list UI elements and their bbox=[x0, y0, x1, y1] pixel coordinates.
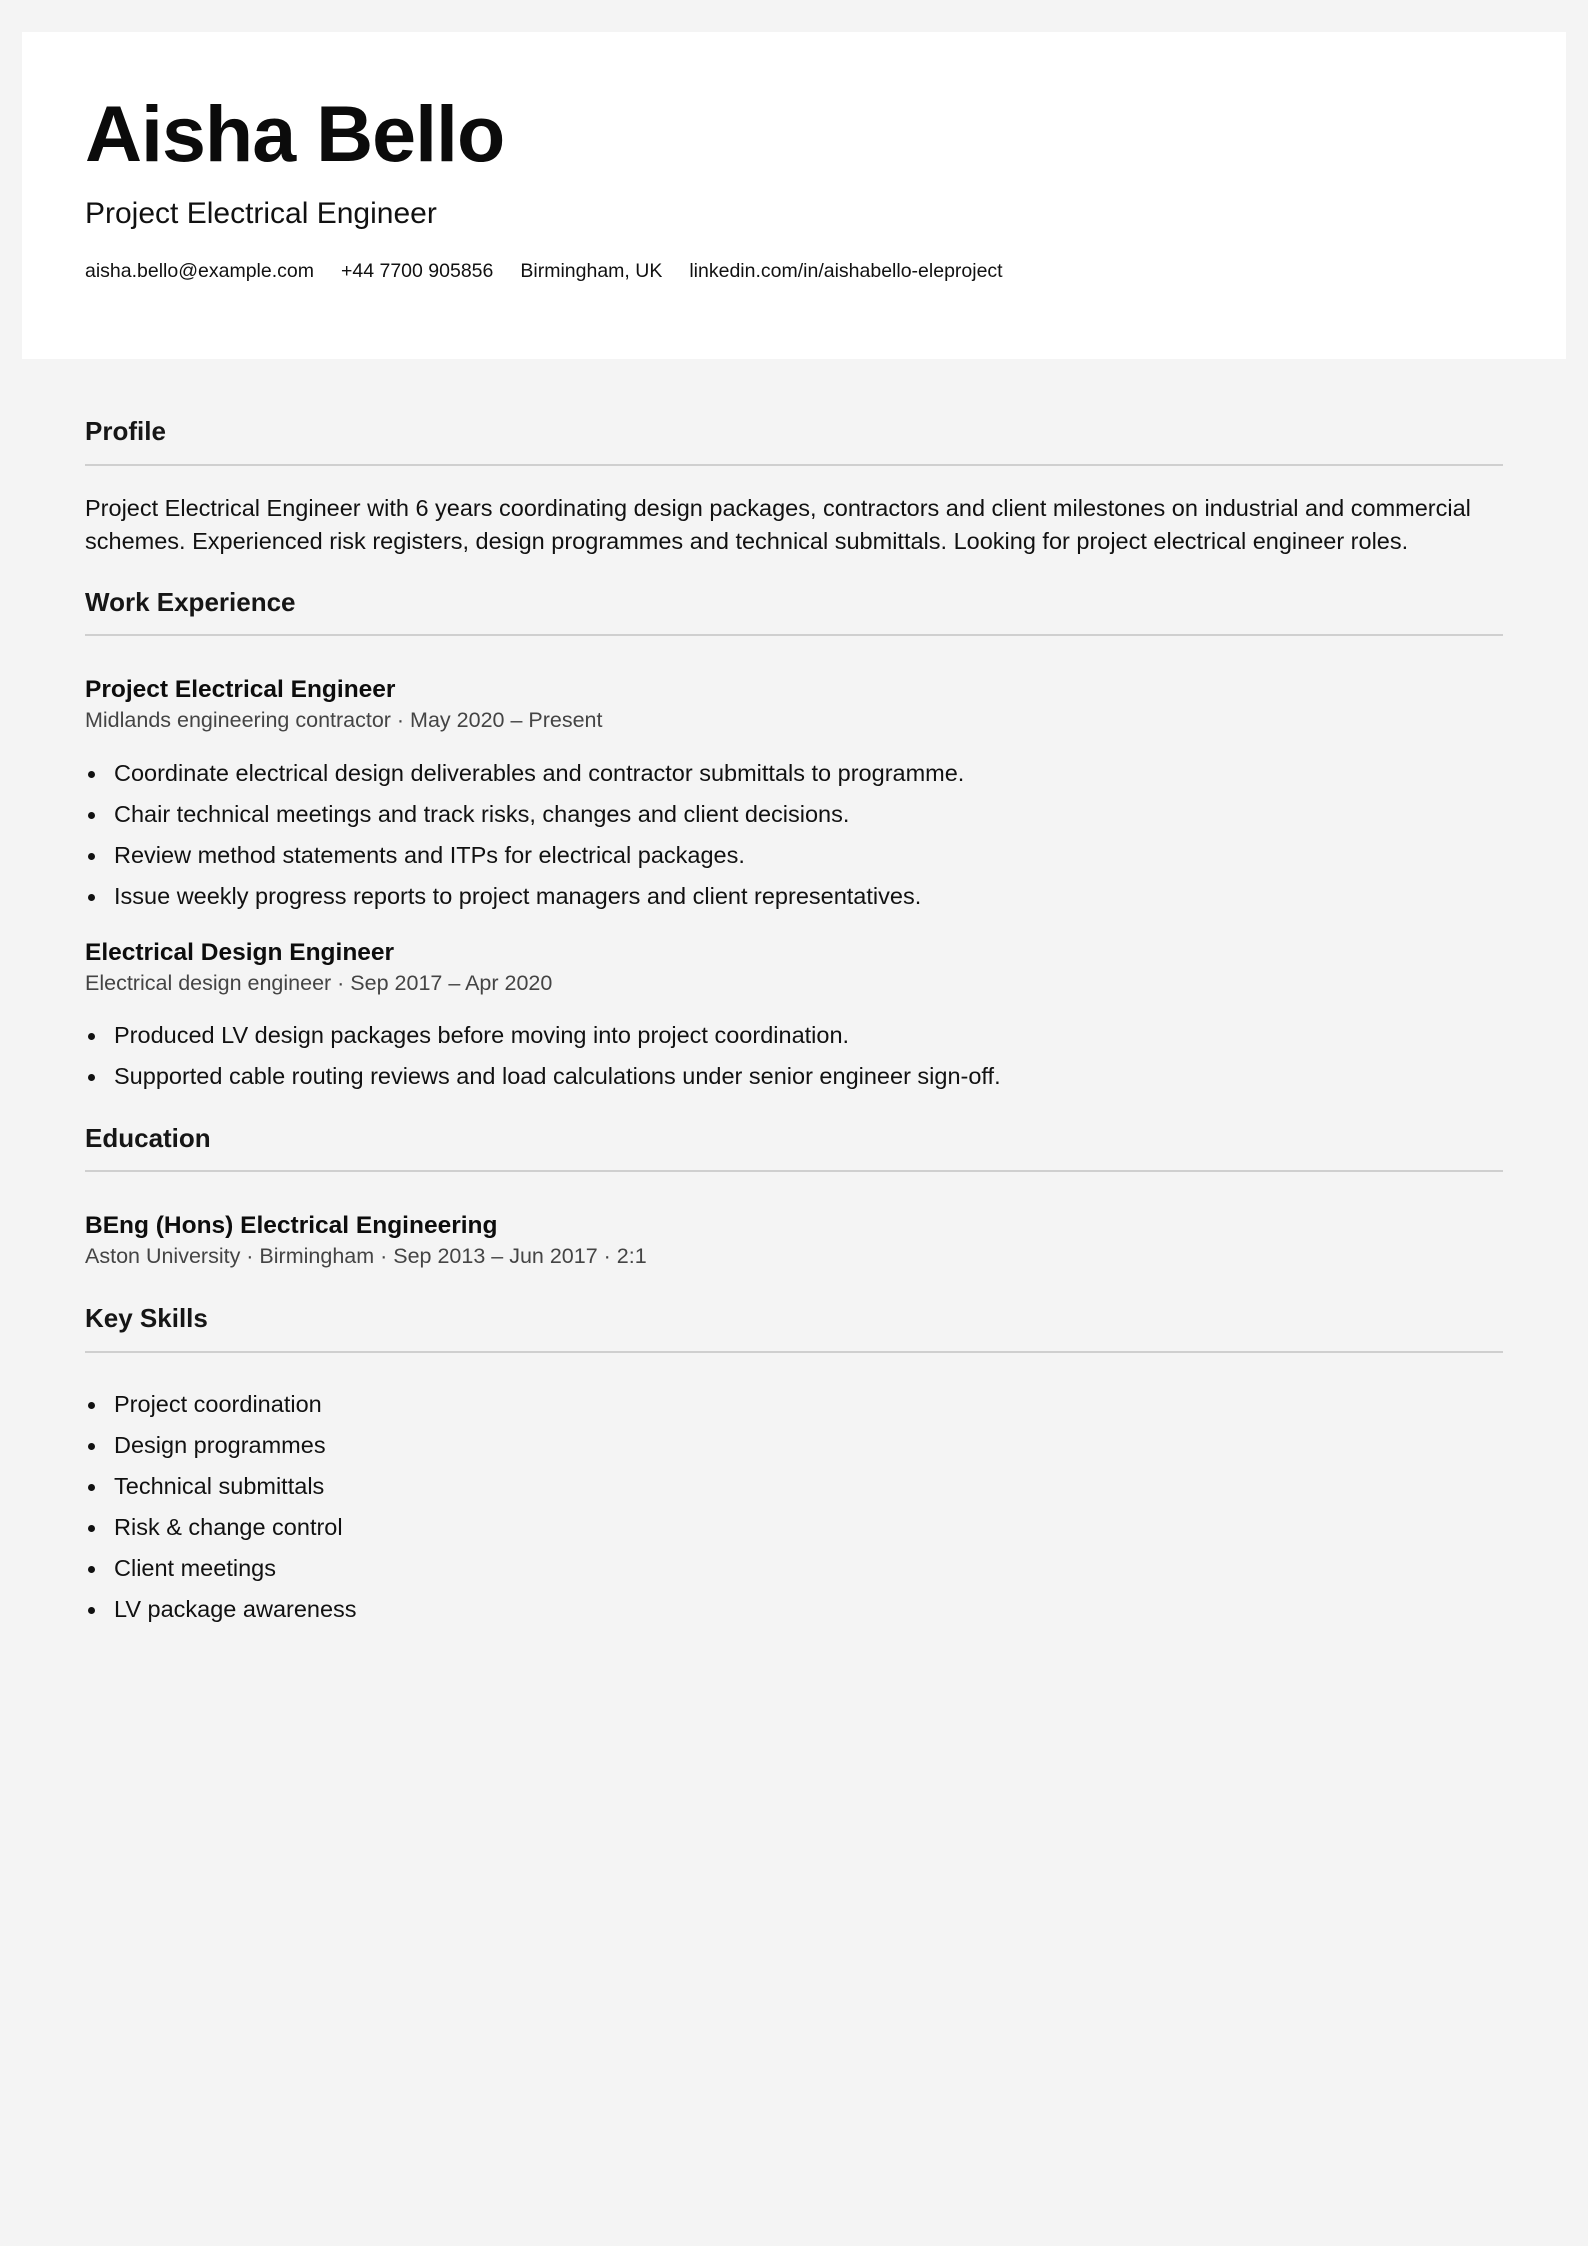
profile-summary: Project Electrical Engineer with 6 years coordinating design packages, contractors and client milestones on industrial and commercial schemes. Experienced risk registers, design programmes and technical submittals. Looking for project electrical engineer roles. bbox=[85, 495, 1471, 554]
job-meta: Electrical design engineer · Sep 2017 – Apr 2020 bbox=[85, 971, 553, 995]
contact-line bbox=[85, 260, 1003, 283]
skill-item: LV package awareness bbox=[85, 1589, 357, 1630]
contact-location: Birmingham, UK bbox=[520, 260, 663, 282]
job-meta: Midlands engineering contractor · May 2020 – Present bbox=[85, 708, 603, 732]
list-item: Produced LV design packages before moving into project coordination. bbox=[85, 1015, 1001, 1056]
section-divider bbox=[85, 464, 1503, 466]
skill-item: Project coordination bbox=[85, 1384, 357, 1425]
section-divider bbox=[85, 1351, 1503, 1353]
job-title: Project Electrical Engineer bbox=[85, 676, 396, 703]
section-heading-profile: Profile bbox=[85, 416, 166, 446]
list-item: Issue weekly progress reports to project managers and client representatives. bbox=[85, 876, 964, 917]
list-item: Chair technical meetings and track risks, changes and client decisions. bbox=[85, 794, 964, 835]
skill-item: Technical submittals bbox=[85, 1466, 357, 1507]
education-meta: Aston University · Birmingham · Sep 2013 – Jun 2017 · 2:1 bbox=[85, 1244, 647, 1268]
contact-email[interactable]: aisha.bello@example.com bbox=[85, 260, 314, 282]
skills-list bbox=[85, 1384, 357, 1630]
job-title: Electrical Design Engineer bbox=[85, 939, 395, 966]
job-bullets bbox=[85, 1015, 1001, 1097]
section-heading-education: Education bbox=[85, 1123, 211, 1153]
degree-title: BEng (Hons) Electrical Engineering bbox=[85, 1212, 498, 1239]
resume-header bbox=[22, 32, 1566, 359]
section-divider bbox=[85, 1170, 1503, 1172]
contact-linkedin[interactable]: linkedin.com/in/aishabello-eleproject bbox=[689, 260, 1003, 282]
skill-item: Risk & change control bbox=[85, 1507, 357, 1548]
section-heading-experience: Work Experience bbox=[85, 587, 296, 617]
candidate-name: Aisha Bello bbox=[85, 89, 505, 178]
section-divider bbox=[85, 634, 1503, 636]
skill-item: Client meetings bbox=[85, 1548, 357, 1589]
list-item: Coordinate electrical design deliverables and contractor submittals to programme. bbox=[85, 753, 964, 794]
section-heading-skills: Key Skills bbox=[85, 1303, 208, 1333]
list-item: Supported cable routing reviews and load calculations under senior engineer sign-off. bbox=[85, 1056, 1001, 1097]
skill-item: Design programmes bbox=[85, 1425, 357, 1466]
contact-phone[interactable]: +44 7700 905856 bbox=[341, 260, 494, 282]
candidate-title: Project Electrical Engineer bbox=[85, 197, 437, 230]
list-item: Review method statements and ITPs for electrical packages. bbox=[85, 835, 964, 876]
job-bullets bbox=[85, 753, 964, 917]
